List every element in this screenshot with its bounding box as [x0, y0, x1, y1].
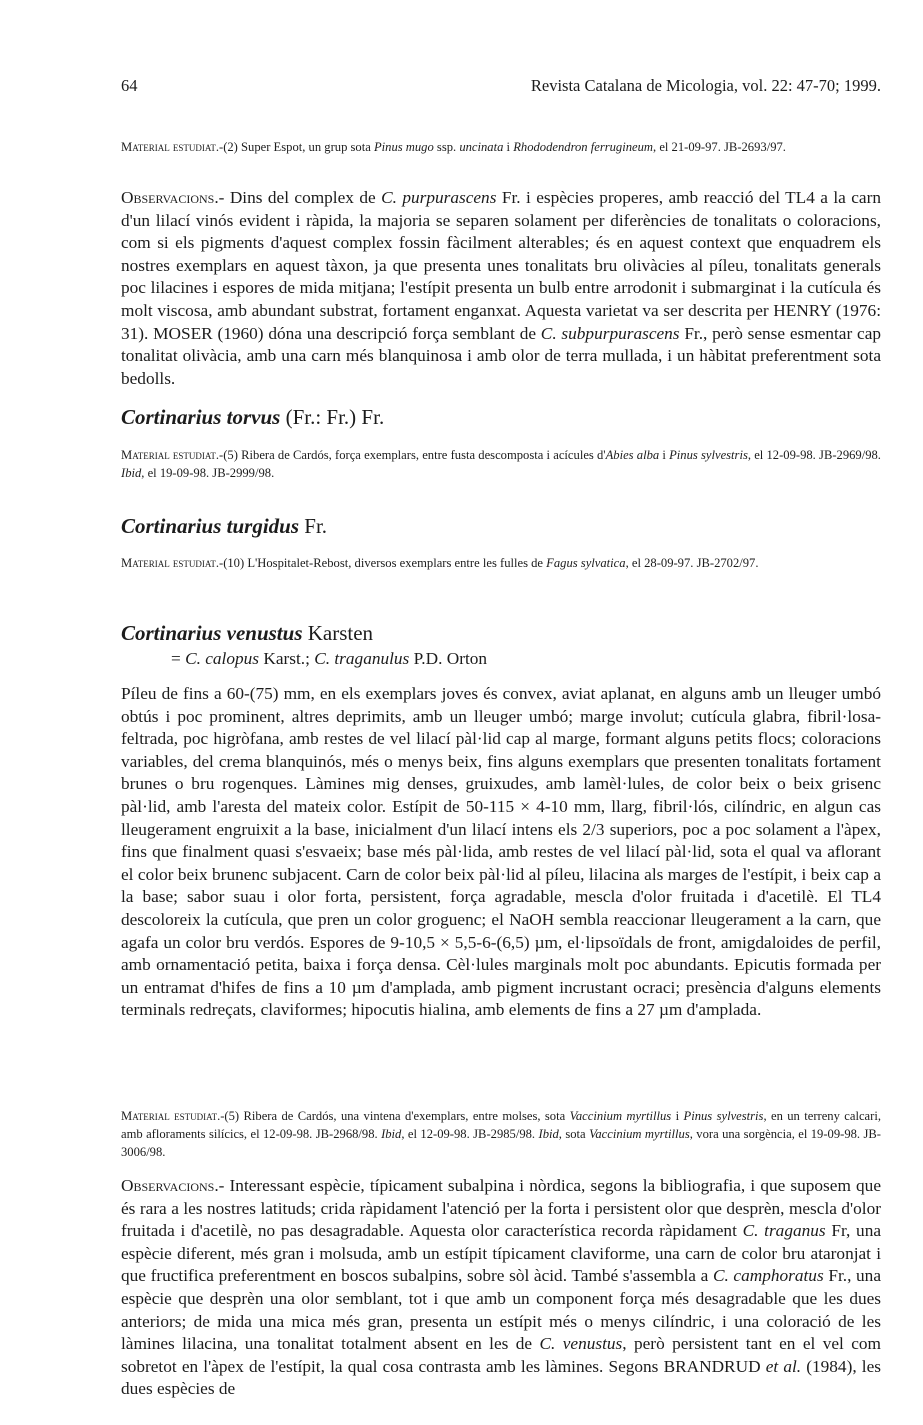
observacions-1: Observacions.- Dins del complex de C. purpurascens Fr. i espècies properes, amb reacció del TL4 a la carn d'un lilací vinós evident i ràpida, la majoria se separen solament per diferències de tonalitats o coloracions, com si els pigments d'aquest complex fossin fàcilment alterables; és en aquest context que enquadrem els nostres exemplars en aquest tàxon, ja que presenta unes tonalitats bru olivàcies al píleu, tonalitats generals poc lilacines i espores de mida mitjana; l'estípit presenta un bulb entre arrodonit i submarginat i la cutícula és molt viscosa, amb abundant substrat, fortament enganxat. Aquesta varietat va ser descrita per HENRY (1976: 31). MOSER (1960) dóna una descripció força semblant de C. subpurpurascens Fr., però sense esmentar cap tonalitat olivàcia, amb una carn més blanquinosa i amb olor de terra mullada, i un hàbitat preferentment sota bedolls. [121, 188, 882, 388]
species-heading-torvus: Cortinarius torvus (Fr.: Fr.) Fr. [121, 405, 385, 429]
species-heading-turgidus: Cortinarius turgidus Fr. [121, 514, 328, 538]
observacions-venustus: Observacions.- Interessant espècie, típicament subalpina i nòrdica, segons la bibliografia, i que suposem que és rara a les nostres latituds; crida ràpidament l'atenció per la forta i persistent olor que desprèn, mescla d'olor fruitada i d'acetilè, no pas desagradable. Aquesta olor característica recorda ràpidament C. traganus Fr, una espècie diferent, més gran i molsuda, amb un estípit típicament claviforme, una carn de color bru ataronjat i que fructifica preferentment en boscos subalpins, sobre sòl àcid. També s'assembla a C. camphoratus Fr., una espècie que desprèn una olor semblant, tot i que amb un component força més desagradable que les dues anteriors; de mida una mica més gran, presenta un estípit més o menys cilíndric, i una coloració de les làmines lilacina, una tonalitat totalment absent en les de C. venustus, però persistent tant en el vel com sobretot en l'àpex de l'estípit, la qual cosa contrasta amb les làmines. Segons BRANDRUD et al. (1984), les dues espècies de [121, 1176, 882, 1399]
running-header [121, 76, 881, 100]
description-venustus: Píleu de fins a 60-(75) mm, en els exemplars joves és convex, aviat aplanat, en alguns amb un lleuger umbó obtús i poc prominent, altres deprimits, amb un lleuger umbó; marge involut; cutícula glabra, fibril·losa-feltrada, poc higròfana, amb restes de vel lilací pàl·lid cap al marge, formant alguns petits flocs; coloracions variables, del crema blanquinós, més o menys beix, fins alguns exemplars que presenten tonalitats fortament brunes o bru rogenques. Làmines mig denses, gruixudes, amb lamèl·lules, de color beix o beix grisenc pàl·lid, amb l'aresta del mateix color. Estípit de 50-115 × 4-10 mm, llarg, fibril·lós, cilíndric, en algun cas lleugerament engruixit a la base, inicialment d'un lilací intens els 2/3 superiors, poc a poc solament a l'àpex, fins que finalment quasi s'esvaeix; base més pàl·lida, amb restes de vel lilací pàl·lid, sota el qual va aflorant el color beix brunenc subjacent. Carn de color beix pàl·lid al píleu, lilacina als marges de l'estípit, i beix cap a la base; sabor suau i olor forta, persistent, força agradable, mescla d'olor fruitada i d'acetilè. El TL4 descoloreix la cutícula, que pren un color groguenc; el NaOH sembla reaccionar lleugerament a la carn, que agafa un color bru verdós. Espores de 9-10,5 × 5,5-6-(6,5) µm, el·lipsoïdals de front, amigdaloides de perfil, amb ornamentació petita, baixa i força densa. Cèl·lules marginals molt poc abundants. Epicutis formada per un entramat d'hifes de fins a 10 µm d'amplada, amb pigment incrustant ocraci; presència d'alguns elements terminals redreçats, claviformes; hipocutis hialina, amb elements de fins a 27 µm d'amplada. [121, 684, 881, 1020]
material-estudiat-1: Material estudiat.-(2) Super Espot, un grup sota Pinus mugo ssp. uncinata i Rhododendron ferrugineum, el 21-09-97. JB-2693/97. [121, 140, 786, 154]
synonyms-venustus: = C. calopus Karst.; C. traganulus P.D. Orton [171, 649, 488, 668]
observacions-label: Observacions. [121, 188, 219, 207]
material-estudiat-turgidus: Material estudiat.-(10) L'Hospitalet-Rebost, diversos exemplars entre les fulles de Fagus sylvatica, el 28-09-97. JB-2702/97. [121, 556, 759, 570]
material-label: Material estudiat. [121, 140, 219, 154]
species-heading-venustus: Cortinarius venustus Karsten [121, 621, 374, 645]
material-estudiat-torvus: Material estudiat.-(5) Ribera de Cardós, força exemplars, entre fusta descomposta i acícules d'Abies alba i Pinus sylvestris, el 12-09-98. JB-2969/98. Ibid, el 19-09-98. JB-2999/98. [121, 448, 881, 480]
page-number: 64 [121, 76, 138, 95]
journal-citation: Revista Catalana de Micologia, vol. 22: 47-70; 1999. [530, 76, 881, 95]
material-estudiat-venustus: Material estudiat.-(5) Ribera de Cardós, una vintena d'exemplars, entre molses, sota Vaccinium myrtillus i Pinus sylvestris, en un terreny calcari, amb afloraments silícics, el 12-09-98. JB-2968/98. Ibid, el 12-09-98. JB-2985/98. Ibid, sota Vaccinium myrtillus, vora una sorgència, el 19-09-98. JB-3006/98. [121, 1109, 881, 1159]
